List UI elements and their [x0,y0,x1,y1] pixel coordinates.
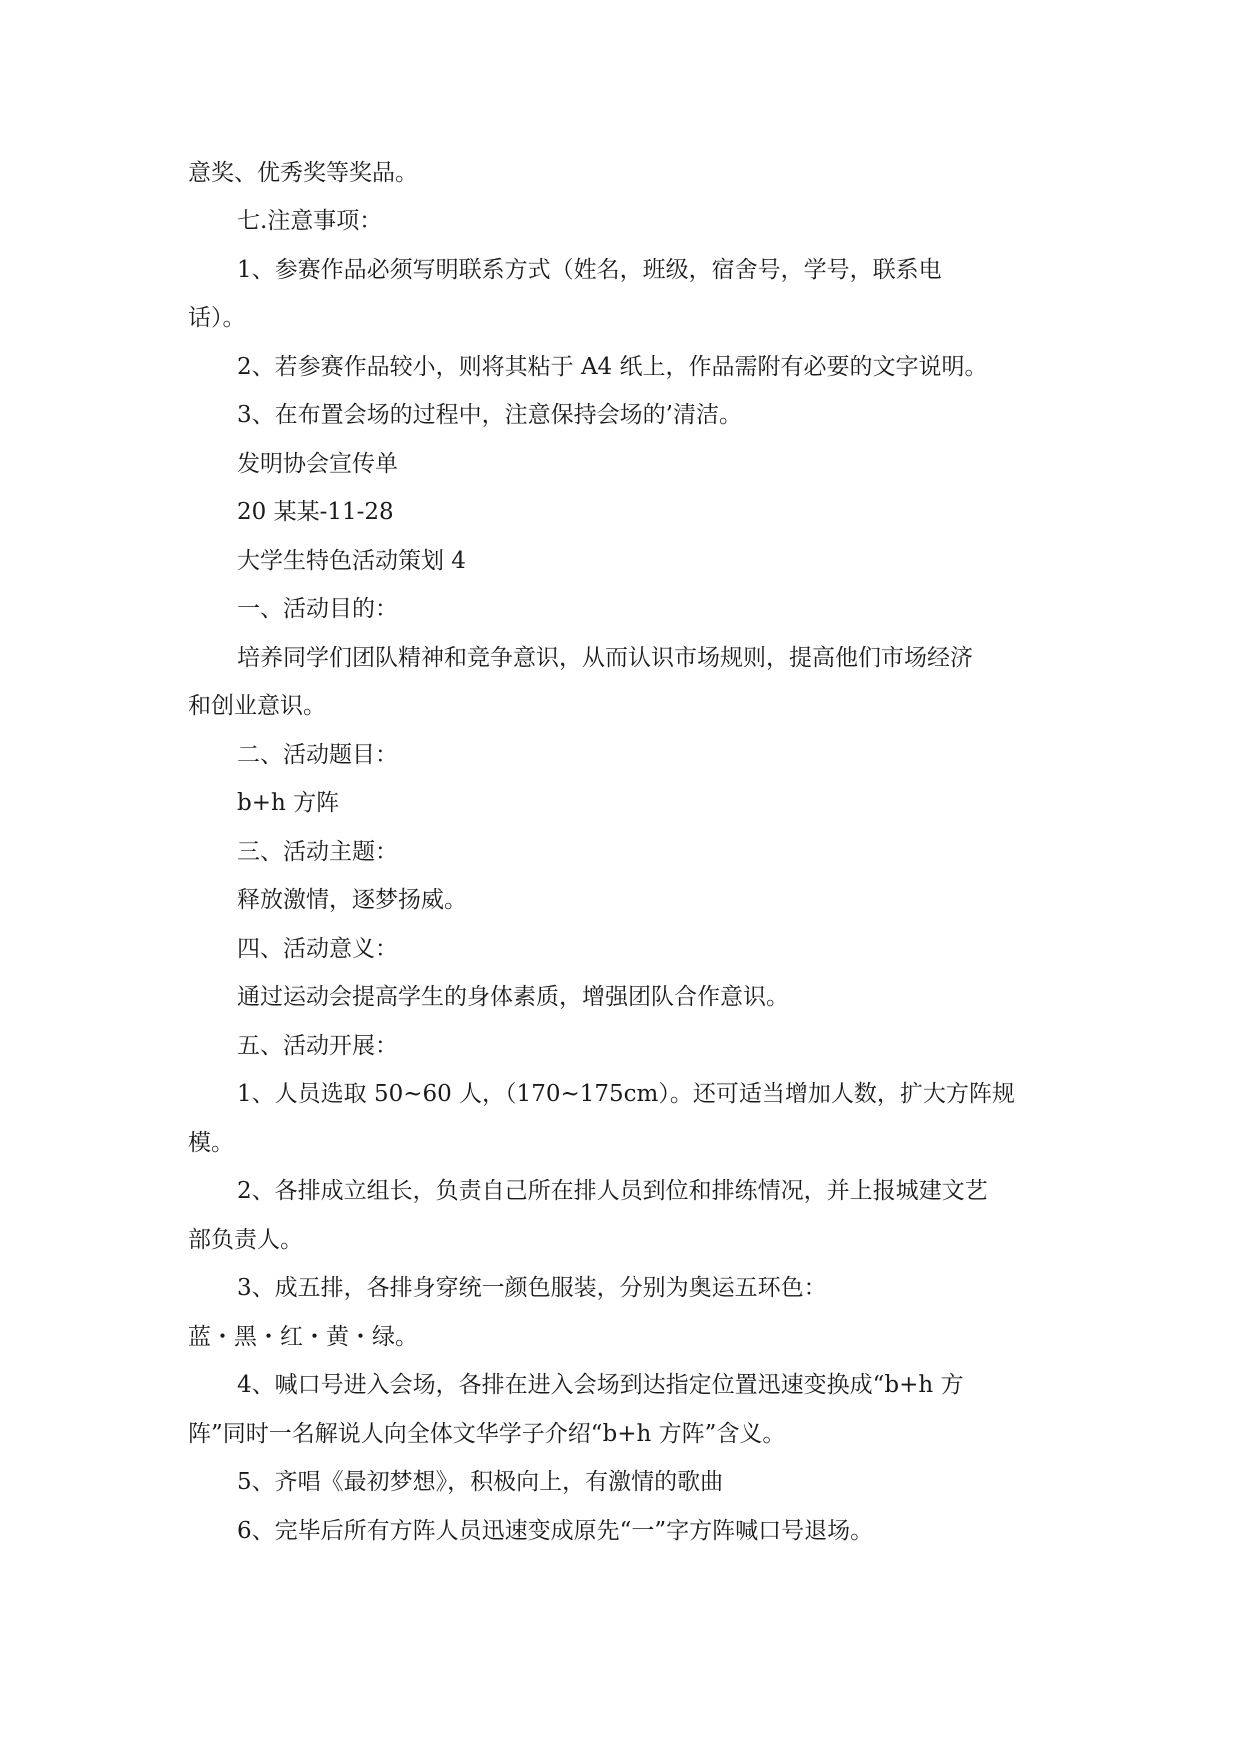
text-line: 3、成五排，各排身穿统一颜色服装，分别为奥运五环色： [237,1275,827,1301]
section-heading: 四、活动意义： [237,936,398,962]
text-line: 2、若参赛作品较小，则将其粘于 A4 纸上，作品需附有必要的文字说明。 [237,354,988,380]
section-heading: 七.注意事项： [237,208,383,234]
text-line: 培养同学们团队精神和竞争意识，从而认识市场规则，提高他们市场经济 [237,645,973,671]
section-heading: 一、活动目的： [237,596,398,622]
text-line: 3、在布置会场的过程中，注意保持会场的’清洁。 [237,402,742,428]
text-line: 蓝・黑・红・黄・绿。 [188,1324,418,1350]
text-line: 4、喊口号进入会场，各排在进入会场到达指定位置迅速变换成“b+h 方 [237,1372,964,1398]
section-heading: 五、活动开展： [237,1033,398,1059]
text-line: 2、各排成立组长，负责自己所在排人员到位和排练情况，并上报城建文艺 [237,1178,988,1204]
text-line: 和创业意识。 [188,693,326,719]
text-line: 6、完毕后所有方阵人员迅速变成原先“一”字方阵喊口号退场。 [237,1518,874,1544]
text-line: 模。 [188,1130,234,1156]
text-line: 5、齐唱《最初梦想》，积极向上，有激情的歌曲 [237,1469,724,1495]
text-line: 1、参赛作品必须写明联系方式（姓名，班级，宿舍号，学号，联系电 [237,257,942,283]
section-heading: 三、活动主题： [237,839,398,865]
date-line: 20 某某-11-28 [237,499,394,525]
text-line: 通过运动会提高学生的身体素质，增强团队合作意识。 [237,984,789,1010]
text-line: 阵”同时一名解说人向全体文华学子介绍“b+h 方阵”含义。 [188,1421,786,1447]
text-line: 发明协会宣传单 [237,451,398,477]
text-line: 意奖、优秀奖等奖品。 [188,160,418,186]
document-title: 大学生特色活动策划 4 [237,548,466,574]
text-line: 1、人员选取 50~60 人，（170~175cm）。还可适当增加人数，扩大方阵规 [237,1081,1015,1107]
text-line: 释放激情，逐梦扬威。 [237,887,467,913]
text-line: b+h 方阵 [237,790,340,816]
text-line: 部负责人。 [188,1227,303,1253]
section-heading: 二、活动题目： [237,742,398,768]
text-line: 话）。 [188,305,246,331]
